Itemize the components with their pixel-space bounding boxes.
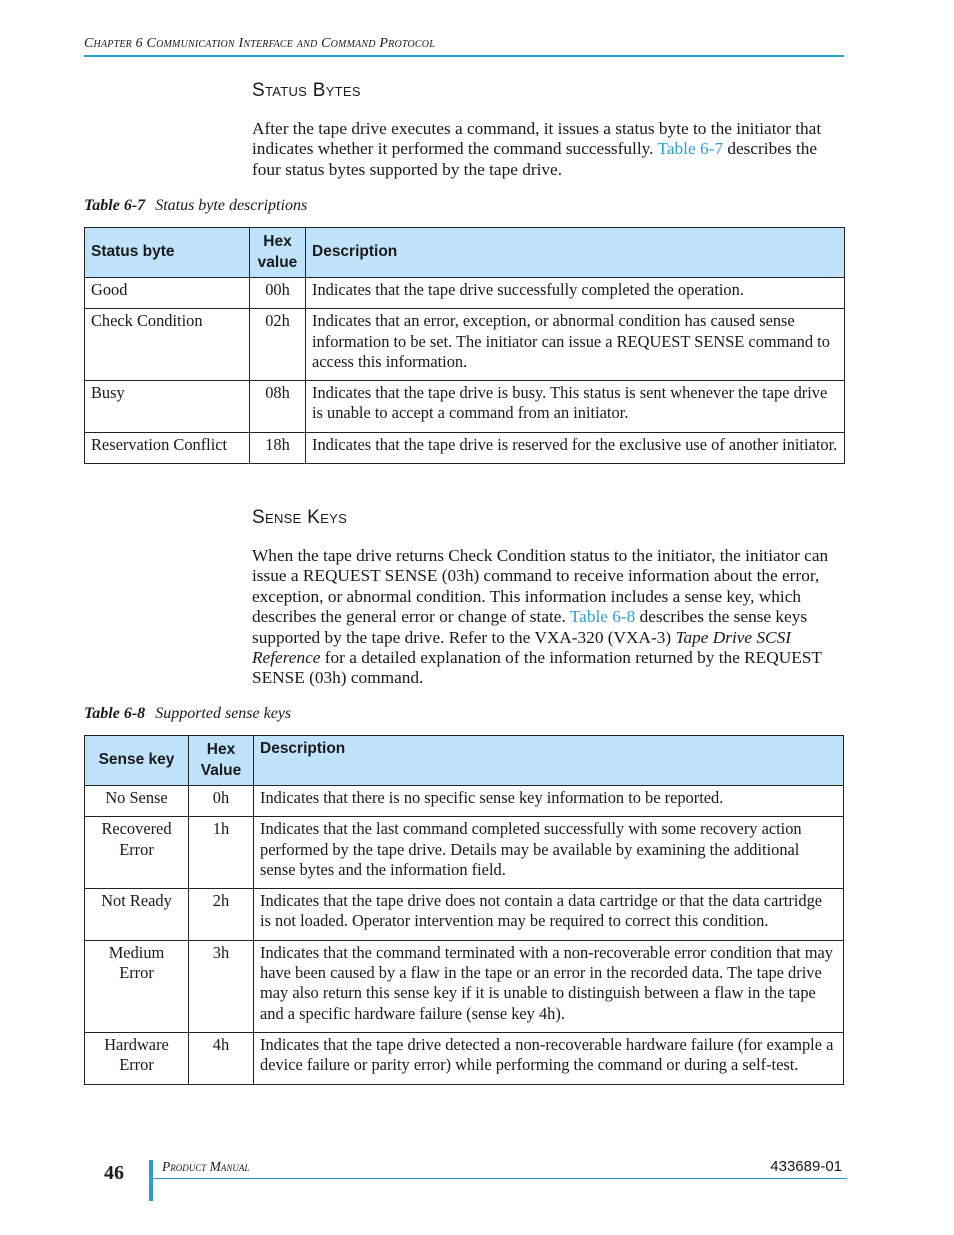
running-header: Chapter 6 Communication Interface and Command Protocol bbox=[84, 36, 435, 51]
status-para-text-2: describes the four status bytes supported by the tape drive. bbox=[252, 139, 818, 179]
table-cell: Indicates that an error, exception, or abnormal condition has caused sense information to be set. The initiator can issue a REQUEST SENSE command to access this information. bbox=[306, 309, 845, 381]
table-cell: 18h bbox=[250, 432, 306, 463]
table-row bbox=[85, 278, 845, 309]
column-header: Sense key bbox=[85, 736, 189, 786]
table-cell: Busy bbox=[85, 381, 250, 433]
table-cell: Good bbox=[85, 278, 250, 309]
footer-accent-bar bbox=[149, 1160, 153, 1201]
table-cell: Indicates that the command terminated with a non-recoverable error condition that may have been caused by a flaw in the tape or an error in the recorded data. The tape drive may also return this sense key if it is unable to distinguish between a flaw in the tape and a specific hardware failure (sense key 4h). bbox=[254, 940, 844, 1032]
footer-rule bbox=[153, 1178, 847, 1179]
table-row bbox=[85, 817, 844, 889]
table-cell: Check Condition bbox=[85, 309, 250, 381]
table-row bbox=[85, 432, 845, 463]
caption-number: Table 6-7 bbox=[84, 197, 146, 214]
status-para-text-1: After the tape drive executes a command, it issues a status byte to the initiator that indicates whether it performed the command successfully. bbox=[252, 119, 822, 159]
table-cell: Not Ready bbox=[85, 889, 189, 941]
table-cell: 0h bbox=[189, 786, 254, 817]
sense-para-text-1: When the tape drive returns Check Condition status to the initiator, the initiator can issue a REQUEST SENSE (03h) command to receive information about the error, exception, or abnormal condition. This information includes a sense key, which describes the general error or change of state. bbox=[252, 546, 829, 627]
footer-title: Product Manual bbox=[162, 1159, 250, 1174]
sense-para-text-3: for a detailed explanation of the information returned by the REQUEST SENSE (03h) command. bbox=[252, 648, 822, 688]
table-6-7-link[interactable]: Table 6-7 bbox=[657, 139, 724, 159]
table-6-7-caption bbox=[84, 197, 307, 215]
table-cell: Indicates that the tape drive does not contain a data cartridge or that the data cartridge is not loaded. Operator intervention may be required to correct this condition. bbox=[254, 889, 844, 941]
sense-para-text-2: describes the sense keys supported by the tape drive. Refer to the VXA-320 (VXA-3) bbox=[252, 607, 808, 647]
table-cell: Indicates that the tape drive is busy. This status is sent whenever the tape drive is unable to accept a command from an initiator. bbox=[306, 381, 845, 433]
table-cell: No Sense bbox=[85, 786, 189, 817]
section-title-status-bytes: Status Bytes bbox=[252, 80, 361, 101]
caption-title: Status byte descriptions bbox=[155, 197, 308, 214]
table-cell: Medium Error bbox=[85, 940, 189, 1032]
table-cell: 3h bbox=[189, 940, 254, 1032]
table-cell: Indicates that the tape drive successfully completed the operation. bbox=[306, 278, 845, 309]
table-6-8-caption bbox=[84, 705, 291, 723]
column-header: Description bbox=[254, 736, 844, 786]
table-cell: 1h bbox=[189, 817, 254, 889]
table-row bbox=[85, 381, 845, 433]
table-cell: 00h bbox=[250, 278, 306, 309]
table-6-8-link[interactable]: Table 6-8 bbox=[569, 607, 636, 627]
page-number: 46 bbox=[104, 1162, 124, 1184]
table-row bbox=[85, 940, 844, 1032]
table-cell: Indicates that the last command completed successfully with some recovery action performed by the tape drive. Details may be available by examining the additional sense bytes and the information field. bbox=[254, 817, 844, 889]
table-cell: Indicates that the tape drive detected a non-recoverable hardware failure (for example a device failure or parity error) while performing the command or during a self-test. bbox=[254, 1032, 844, 1084]
table-cell: 4h bbox=[189, 1032, 254, 1084]
column-header: Hex Value bbox=[189, 736, 254, 786]
table-cell: Reservation Conflict bbox=[85, 432, 250, 463]
table-cell: Indicates that the tape drive is reserved for the exclusive use of another initiator. bbox=[306, 432, 845, 463]
table-cell: 02h bbox=[250, 309, 306, 381]
table-row bbox=[85, 1032, 844, 1084]
section-title-sense-keys: Sense Keys bbox=[252, 507, 348, 528]
column-header: Description bbox=[306, 228, 845, 278]
table-cell: 08h bbox=[250, 381, 306, 433]
table-row bbox=[85, 889, 844, 941]
status-bytes-paragraph bbox=[252, 119, 844, 180]
table-cell: Hardware Error bbox=[85, 1032, 189, 1084]
reference-title: Tape Drive SCSI Reference bbox=[252, 627, 791, 668]
column-header: Hex value bbox=[250, 228, 306, 278]
table-header-row bbox=[85, 736, 844, 786]
header-rule bbox=[84, 55, 844, 57]
caption-number: Table 6-8 bbox=[84, 705, 146, 722]
document-number: 433689-01 bbox=[770, 1158, 842, 1175]
column-header: Status byte bbox=[85, 228, 250, 278]
sense-key-table bbox=[84, 735, 844, 1085]
status-byte-table bbox=[84, 227, 845, 464]
table-cell: 2h bbox=[189, 889, 254, 941]
sense-keys-paragraph bbox=[252, 546, 844, 689]
caption-title: Supported sense keys bbox=[155, 705, 292, 722]
table-row bbox=[85, 309, 845, 381]
table-header-row bbox=[85, 228, 845, 278]
table-cell: Indicates that there is no specific sense key information to be reported. bbox=[254, 786, 844, 817]
table-cell: Recovered Error bbox=[85, 817, 189, 889]
table-row bbox=[85, 786, 844, 817]
